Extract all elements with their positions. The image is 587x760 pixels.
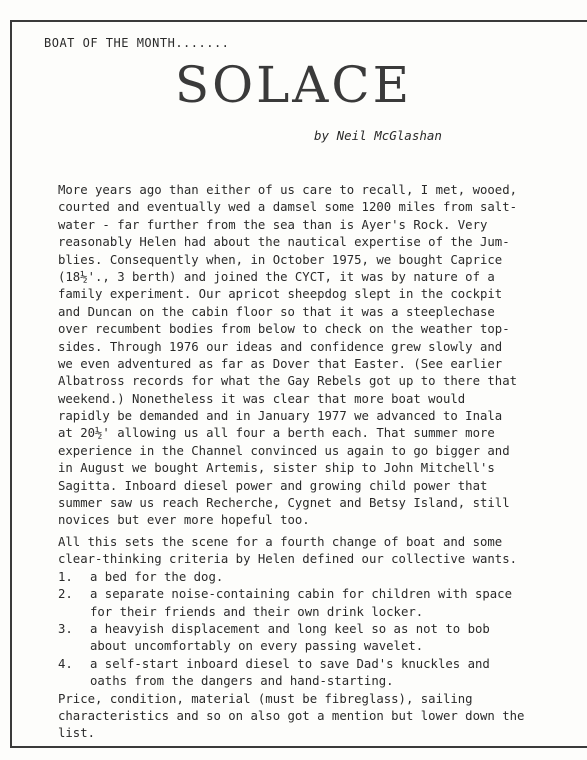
list-item	[58, 586, 586, 603]
text-line: Price, condition, material (must be fibreglass), sailing	[58, 691, 473, 706]
list-item	[58, 621, 586, 638]
article-byline: by Neil McGlashan	[314, 128, 442, 143]
article-paragraph-1	[58, 182, 586, 530]
list-text: a heavyish displacement and long keel so as not to bob	[90, 621, 490, 636]
text-line: rapidly be demanded and in January 1977 we advanced to Inala	[58, 409, 503, 424]
text-line: family experiment. Our apricot sheepdog slept in the cockpit	[58, 287, 503, 302]
article-paragraph-2	[58, 534, 586, 743]
text-line: and Duncan on the cabin floor so that it was a steeplechase	[58, 304, 495, 319]
list-text: a bed for the dog.	[90, 569, 224, 584]
text-line: All this sets the scene for a fourth change of boat and some	[58, 535, 503, 549]
list-item	[58, 569, 586, 586]
list-text: oaths from the dangers and hand-starting.	[90, 674, 394, 689]
text-line: summer saw us reach Recherche, Cygnet and Betsy Island, still	[58, 496, 510, 511]
text-line: More years ago than either of us care to recall, I met, wooed,	[58, 183, 518, 197]
text-line: clear-thinking criteria by Helen defined our collective wants.	[58, 552, 518, 567]
list-number: 3.	[58, 621, 73, 636]
list-item-continuation	[58, 638, 586, 655]
list-item	[58, 656, 586, 673]
list-number: 4.	[58, 656, 73, 671]
list-number: 1.	[58, 569, 73, 584]
section-kicker: BOAT OF THE MONTH.......	[44, 36, 230, 50]
text-line: blies. Consequently when, in October 1975, we bought Caprice	[58, 252, 503, 267]
text-line: sides. Through 1976 our ideas and confidence grew slowly and	[58, 339, 503, 354]
text-line: in August we bought Artemis, sister ship to John Mitchell's	[58, 461, 495, 476]
text-line: (18½'., 3 berth) and joined the CYCT, it was by nature of a	[58, 269, 495, 284]
text-line: courted and eventually wed a damsel some 1200 miles from salt-	[58, 200, 518, 215]
list-number: 2.	[58, 587, 73, 602]
text-line: at 20½' allowing us all four a berth each. That summer more	[58, 426, 495, 441]
text-line: Sagitta. Inboard diesel power and growing child power that	[58, 478, 488, 493]
text-line: weekend.) Nonetheless it was clear that more boat would	[58, 391, 466, 406]
text-line: water - far further from the sea than is Ayer's Rock. Very	[58, 217, 488, 232]
text-line: over recumbent bodies from below to check on the weather top-	[58, 322, 510, 337]
text-line: characteristics and so on also got a mention but lower down the	[58, 708, 525, 723]
list-item-continuation	[58, 604, 586, 621]
text-line: experience in the Channel convinced us again to go bigger and	[58, 443, 510, 458]
list-text: a separate noise-containing cabin for children with space	[90, 587, 512, 602]
text-line: Albatross records for what the Gay Rebels got up to there that	[58, 374, 518, 389]
list-item-continuation	[58, 673, 586, 690]
article-title: SOLACE	[174, 56, 413, 114]
list-text: for their friends and their own drink locker.	[90, 604, 424, 619]
text-line: reasonably Helen had about the nautical expertise of the Jum-	[58, 235, 510, 250]
list-text: a self-start inboard diesel to save Dad's knuckles and	[90, 656, 490, 671]
criteria-list	[58, 569, 586, 691]
list-text: about uncomfortably on every passing wavelet.	[90, 639, 424, 654]
text-line: novices but ever more hopeful too.	[58, 513, 310, 528]
text-line: list.	[58, 726, 96, 741]
text-line: we even adventured as far as Dover that Easter. (See earlier	[58, 356, 503, 371]
